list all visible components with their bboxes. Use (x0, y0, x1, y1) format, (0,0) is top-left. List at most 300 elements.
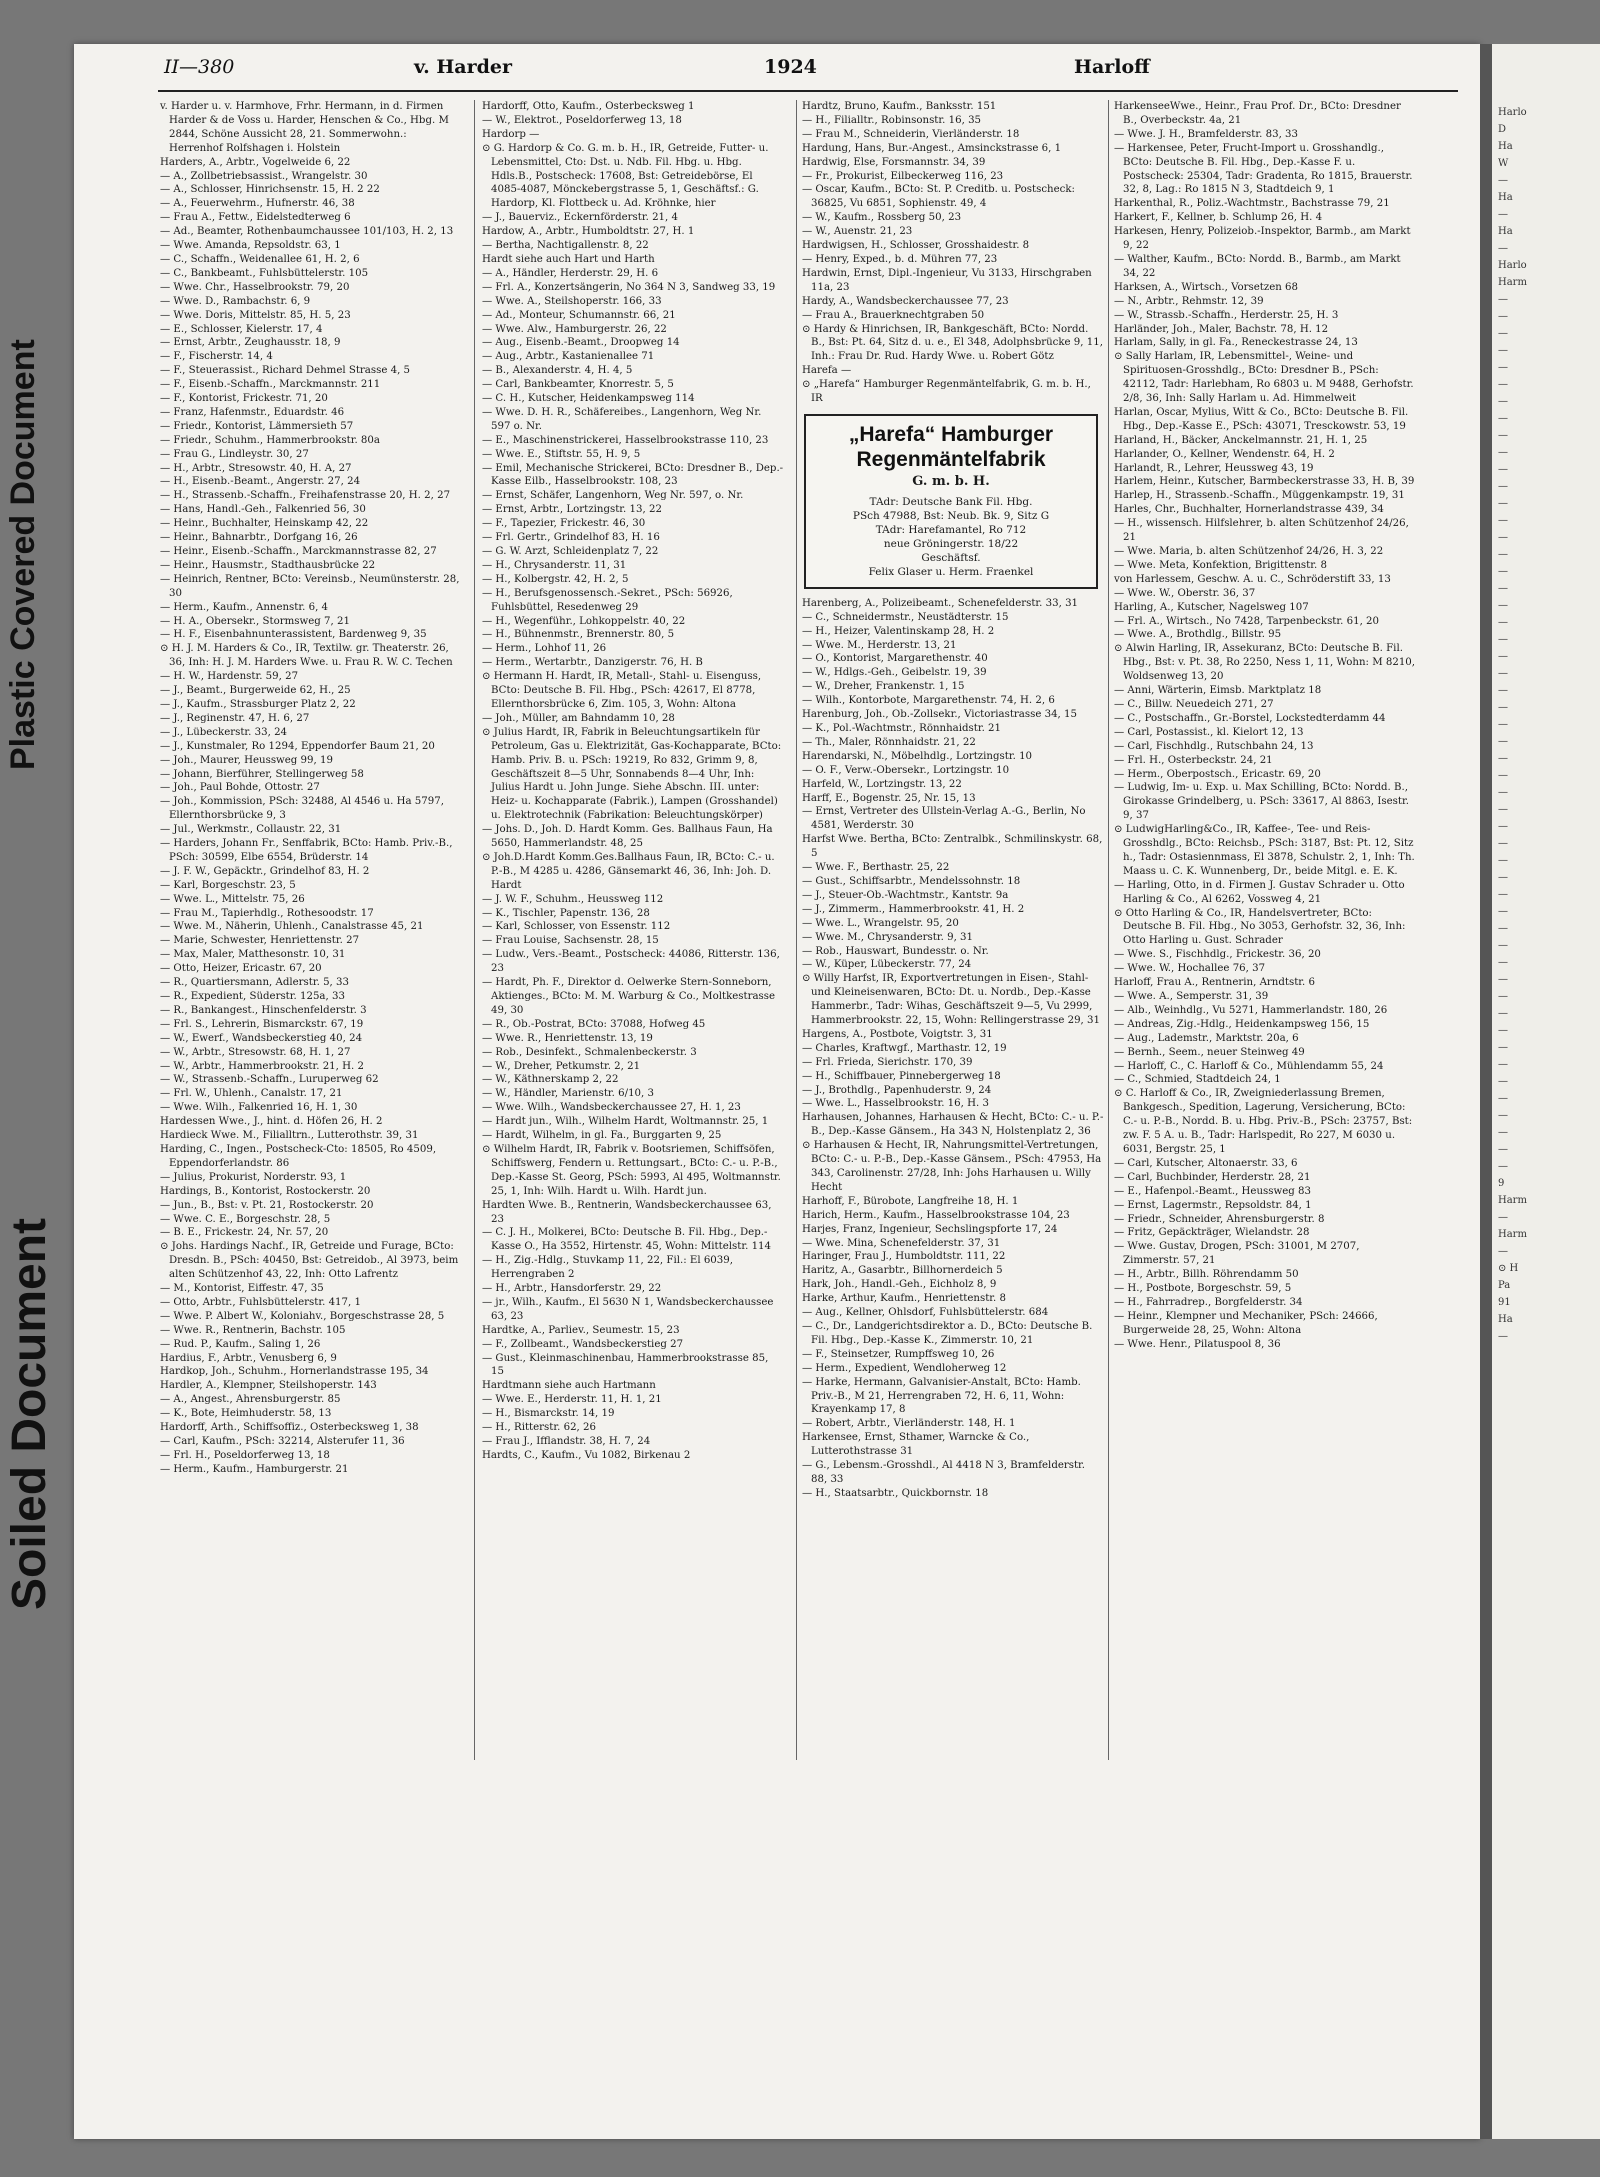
column-divider (796, 100, 797, 1760)
directory-entry: — Max, Maler, Matthesonstr. 10, 31 (160, 949, 346, 961)
directory-entry: — Ludwig, Im- u. Exp. u. Max Schilling, BCto: Nordd. B., Girokasse Grindelberg, u. PSch: 33617, Al 8863, Isestr. 9, 37 (1114, 782, 1409, 822)
directory-entry: — W., Arbtr., Hammerbrookstr. 21, H. 2 (160, 1060, 364, 1072)
next-page-fragment: — (1498, 872, 1508, 883)
directory-entry: — Charles, Kraftwgf., Marthastr. 12, 19 (802, 1042, 1007, 1054)
directory-entry: Haritz, A., Gasarbtr., Billhornerdeich 5 (802, 1265, 1003, 1277)
directory-entry: — W., Dreher, Frankenstr. 1, 15 (802, 681, 965, 693)
directory-entry: — Fritz, Gepäckträger, Wielandstr. 28 (1114, 1227, 1310, 1239)
directory-entry: — Hardt, Wilhelm, in gl. Fa., Burggarten 9, 25 (482, 1130, 722, 1142)
directory-entry: — E., Schlosser, Kielerstr. 17, 4 (160, 323, 323, 335)
next-page-fragment: — (1498, 1110, 1508, 1121)
directory-entry: — Wwe. Henr., Pilatuspool 8, 36 (1114, 1338, 1281, 1350)
directory-entry: ⊙ Wilhelm Hardt, IR, Fabrik v. Bootsriemen, Schiffsöfen, Schiffswerg, Fendern u. Rettungsart., BCto: C.- u. P.-B., Dep.-Kasse St. Georg, PSch: 5993, Al 495, Woltmannstr. 25, 1, Inh: Wilh. Hardt u. Wilh. Hardt jun. (482, 1143, 781, 1197)
directory-entry: — Joh., Müller, am Bahndamm 10, 28 (482, 712, 675, 724)
directory-entry: — C., Billw. Neuedeich 271, 27 (1114, 698, 1274, 710)
directory-entry: Harland, H., Bäcker, Anckelmannstr. 21, H. 1, 25 (1114, 434, 1368, 446)
next-page-fragment: Harm (1498, 277, 1527, 288)
next-page-fragment: — (1498, 719, 1508, 730)
directory-entry: — H., Filialltr., Robinsonstr. 16, 35 (802, 114, 982, 126)
ad-line: neue Gröningerstr. 18/22 (883, 537, 1019, 550)
directory-entry: — Wwe. M., Näherin, Uhlenh., Canalstrasse 45, 21 (160, 921, 424, 933)
next-page-fragment: — (1498, 855, 1508, 866)
directory-entry: — Hardt, Ph. F., Direktor d. Oelwerke Stern-Sonneborn, Aktienges., BCto: M. M. Warburg & Co., Moltkestrasse 49, 30 (482, 977, 776, 1016)
directory-entry: Harlem, Heinr., Kutscher, Barmbeckerstrasse 33, H. B, 39 (1114, 476, 1415, 488)
directory-entry: — Wwe. L., Hasselbrookstr. 16, H. 3 (802, 1098, 989, 1110)
directory-entry: — C., Schneidermstr., Neustädterstr. 15 (802, 611, 1009, 623)
directory-entry: — W., Dreher, Petkumstr. 2, 21 (482, 1060, 641, 1072)
directory-entry: — Ernst, Schäfer, Langenhorn, Weg Nr. 597, o. Nr. (482, 490, 744, 502)
next-page-fragment: Harlo (1498, 260, 1527, 271)
directory-entry: — Wwe. Wilh., Wandsbeckerchaussee 27, H. 1, 23 (482, 1102, 741, 1114)
directory-entry: — Carl, Kutscher, Altonaerstr. 33, 6 (1114, 1157, 1298, 1169)
directory-entry: — Rob., Hauswart, Bundesstr. o. Nr. (802, 945, 989, 957)
next-page-fragment: — (1498, 753, 1508, 764)
directory-entry: — Ernst, Arbtr., Zeughausstr. 18, 9 (160, 337, 341, 349)
directory-entry: — Walther, Kaufm., BCto: Nordd. B., Barmb., am Markt 34, 22 (1114, 253, 1401, 279)
next-page-fragment: — (1498, 379, 1508, 390)
directory-entry: Harkenthal, R., Poliz.-Wachtmstr., Bachstrasse 79, 21 (1114, 198, 1390, 210)
directory-entry: — Franz, Hafenmstr., Eduardstr. 46 (160, 406, 345, 418)
directory-entry: — A., Angest., Ahrensburgerstr. 85 (160, 1394, 341, 1406)
directory-entry: — Frau M., Tapierhdlg., Rothesoodstr. 17 (160, 907, 374, 919)
directory-entry: Harkert, F., Kellner, b. Schlump 26, H. 4 (1114, 212, 1323, 224)
directory-entry: — C., Dr., Landgerichtsdirektor a. D., BCto: Deutsche B. Fil. Hbg., Dep.-Kasse K., Zimmerstr. 10, 21 (802, 1320, 1093, 1346)
directory-entry: — Gust., Kleinmaschinenbau, Hammerbrookstrasse 85, 15 (482, 1352, 769, 1378)
next-page-fragment: — (1498, 1161, 1508, 1172)
directory-entry: — Robert, Arbtr., Vierländerstr. 148, H. 1 (802, 1418, 1016, 1430)
next-page-fragment: — (1498, 685, 1508, 696)
directory-entry: Harlep, H., Strassenb.-Schaffn., Müggenkampstr. 19, 31 (1114, 490, 1405, 502)
directory-entry: Harles, Chr., Buchhalter, Hornerlandstrasse 439, 34 (1114, 504, 1384, 516)
directory-entry: — H. F., Eisenbahnunterassistent, Bardenweg 9, 35 (160, 629, 427, 641)
next-page-fragment: — (1498, 1093, 1508, 1104)
directory-entry: ⊙ G. Hardorp & Co. G. m. b. H., IR, Getreide, Futter- u. Lebensmittel, Cto: Dst. u. Ndb. Fil. Hbg. u. Hbg. Hdls.B., Postscheck: 17608, Bst: Getreidebörse, El 4085-4087, Mönckebergstrasse 5, 1, Geschäftsf.: G. Hardorp, Kl. Flottbeck u. Ad. Kröhnke, hier (482, 142, 769, 210)
directory-entry: Harling, A., Kutscher, Nagelsweg 107 (1114, 601, 1309, 613)
directory-entry: Hardtz, Bruno, Kaufm., Banksstr. 151 (802, 101, 997, 112)
next-page-fragment: — (1498, 991, 1508, 1002)
directory-entry: Harfeld, W., Lortzingstr. 13, 22 (802, 778, 962, 790)
directory-entry: Harkensee, Ernst, Sthamer, Warncke & Co., Lutterothstrasse 31 (802, 1432, 1030, 1458)
directory-entry: ⊙ Joh.D.Hardt Komm.Ges.Ballhaus Faun, IR, BCto: C.- u. P.-B., M 4285 u. 4286, Gänsemarkt 46, 36, Inh: Joh. D. Hardt (482, 851, 775, 891)
directory-entry: ⊙ Harhausen & Hecht, IR, Nahrungsmittel-Vertretungen, BCto: C.- u. P.-B., Dep.-Kasse Gänsem., PSch: 47953, Ha 343, Carolinenstr. 27/28, Inh: Johs Harhausen u. Willy Hecht (802, 1140, 1102, 1193)
directory-entry: — Julius, Prokurist, Norderstr. 93, 1 (160, 1171, 347, 1183)
next-page-fragment: — (1498, 838, 1508, 849)
next-page-fragment: — (1498, 413, 1508, 424)
directory-entry: — Joh., Kommission, PSch: 32488, Al 4546 u. Ha 5797, Ellernthorsbrücke 9, 3 (160, 796, 444, 822)
directory-entry: — W., Strassb.-Schaffn., Herderstr. 25, H. 3 (1114, 309, 1339, 321)
directory-entry: — Harkensee, Peter, Frucht-Import u. Grosshandlg., BCto: Deutsche B. Fil. Hbg., Dep.-Kasse F. u. Postscheck: 25304, Tadr: Gradenta, Ro 1815, Brauerstr. 32, 8, Lag.: Ro 1815 N 3, Stadtdeich 9, 1 (1114, 142, 1413, 196)
directory-entry: — Carl, Fischhdlg., Rutschbahn 24, 13 (1114, 740, 1314, 752)
directory-entry: Hardieck Wwe. M., Filialltrn., Lutterothstr. 39, 31 (160, 1130, 419, 1142)
directory-entry: — Hans, Handl.-Geh., Falkenried 56, 30 (160, 504, 366, 516)
directory-entry: — Frl. A., Wirtsch., No 7428, Tarpenbeckstr. 61, 20 (1114, 615, 1380, 627)
directory-entry: — Wwe. A., Steilshoperstr. 166, 33 (482, 295, 662, 307)
directory-entry: — W., Händler, Marienstr. 6/10, 3 (482, 1088, 654, 1100)
next-page-fragment: Harm (1498, 1229, 1527, 1240)
directory-entry: — A., Feuerwehrm., Hufnerstr. 46, 38 (160, 198, 355, 210)
directory-entry: Harders, A., Arbtr., Vogelweide 6, 22 (160, 156, 351, 168)
directory-entry: — Harloff, C., C. Harloff & Co., Mühlendamm 55, 24 (1114, 1060, 1384, 1072)
directory-entry: Hardy, A., Wandsbeckerchaussee 77, 23 (802, 295, 1009, 307)
directory-entry: — Rud. P., Kaufm., Saling 1, 26 (160, 1338, 321, 1350)
next-page-fragment: — (1498, 906, 1508, 917)
directory-entry: — G., Lebensm.-Grosshdl., Al 4418 N 3, Bramfelderstr. 88, 33 (802, 1460, 1086, 1485)
directory-entry: ⊙ Alwin Harling, IR, Assekuranz, BCto: Deutsche B. Fil. Hbg., Bst: v. Pt. 38, Ro 2250, Ness 1, 11, Wohn: M 8210, Woldsenweg 13, 20 (1114, 643, 1416, 683)
directory-column-4 (1114, 100, 1416, 1352)
next-page-fragment: — (1498, 634, 1508, 645)
ad-line: Felix Glaser u. Herm. Fraenkel (868, 565, 1034, 578)
next-page-fragment: — (1498, 430, 1508, 441)
directory-entry: — Frau J., Ifflandstr. 38, H. 7, 24 (482, 1436, 651, 1447)
directory-entry: Harhoff, F., Bürobote, Langfreihe 18, H. 1 (802, 1195, 1019, 1207)
next-page-fragment: — (1498, 481, 1508, 492)
directory-entry: — Frl. S., Lehrerin, Bismarckstr. 67, 19 (160, 1018, 364, 1030)
directory-entry: — W., Arbtr., Stresowstr. 68, H. 1, 27 (160, 1046, 351, 1058)
directory-entry: — C. H., Kutscher, Heidenkampsweg 114 (482, 393, 695, 405)
directory-entry: — H., Kolbergstr. 42, H. 2, 5 (482, 573, 629, 585)
directory-entry: — J., Bauerviz., Eckernförderstr. 21, 4 (482, 212, 678, 224)
next-page-fragment: — (1498, 583, 1508, 594)
directory-entry: ⊙ Willy Harfst, IR, Exportvertretungen in Eisen-, Stahl- und Kleineisenwaren, BCto: Dt. u. Nordb., Dep.-Kasse Hammerbr., Tadr: Wihas, Geschäftszeit 9—5, Vu 2999, Hammerbrookstr. 22, 15, Wohn: Rellingerstrasse 29, 31 (802, 973, 1100, 1027)
directory-entry: — Wwe. Doris, Mittelstr. 85, H. 5, 23 (160, 309, 351, 321)
page-header (84, 56, 1384, 86)
directory-entry: — W., Ewerf., Wandsbeckerstieg 40, 24 (160, 1032, 363, 1044)
directory-entry: — Friedr., Kontorist, Lämmersieth 57 (160, 420, 354, 432)
directory-entry: — Andreas, Zig.-Hdlg., Heidenkampsweg 156, 15 (1114, 1018, 1370, 1030)
directory-entry: — Wwe. L., Mittelstr. 75, 26 (160, 893, 305, 905)
directory-entry: — C., Schaffn., Weidenallee 61, H. 2, 6 (160, 253, 360, 265)
directory-entry: — Heinr., Bahnarbtr., Dorfgang 16, 26 (160, 532, 358, 544)
header-right-word: Harloff (1074, 56, 1150, 78)
directory-entry: — Otto, Heizer, Ericastr. 67, 20 (160, 963, 322, 975)
directory-entry: — Aug., Kellner, Ohlsdorf, Fuhlsbüttelerstr. 684 (802, 1307, 1049, 1319)
directory-entry: — Wwe. Mina, Schenefelderstr. 37, 31 (802, 1237, 1001, 1249)
directory-entry: — H., Fahrradrep., Borgfelderstr. 34 (1114, 1296, 1303, 1308)
directory-entry: — Harders, Johann Fr., Senffabrik, BCto: Hamb. Priv.-B., PSch: 30599, Elbe 6554, Brüderstr. 14 (160, 838, 453, 863)
next-page-fragment: — (1498, 957, 1508, 968)
directory-entry: — Wwe. D., Rambachstr. 6, 9 (160, 295, 311, 307)
column-divider (1108, 100, 1109, 1760)
directory-entry: — M., Kontorist, Eiffestr. 47, 35 (160, 1283, 324, 1295)
directory-entry: Harhausen, Johannes, Harhausen & Hecht, BCto: C.- u. P.-B., Dep.-Kasse Gänsem., Ha 343 N, Holstenplatz 2, 36 (802, 1112, 1104, 1138)
directory-entry: — Fr., Prokurist, Eilbeckerweg 116, 23 (802, 170, 1004, 182)
directory-entry: — Ernst, Vertreter des Ullstein-Verlag A.-G., Berlin, No 4581, Werderstr. 30 (802, 806, 1086, 832)
side-label-plastic: Plastic Covered Document (4, 339, 42, 770)
directory-entry: — J. F. W., Gepäcktr., Grindelhof 83, H. 2 (160, 865, 370, 877)
directory-entry: Hardessen Wwe., J., hint. d. Höfen 26, H. 2 (160, 1116, 383, 1128)
directory-entry: — Frl. Gertr., Grindelhof 83, H. 16 (482, 532, 660, 544)
directory-entry: Harenberg, A., Polizeibeamt., Schenefelderstr. 33, 31 (802, 597, 1079, 609)
directory-entry: — Frl. H., Osterbeckstr. 24, 21 (1114, 754, 1273, 766)
next-page-fragment: — (1498, 787, 1508, 798)
directory-entry: — J., Zimmerm., Hammerbrookstr. 41, H. 2 (802, 903, 1025, 915)
directory-entry: ⊙ Otto Harling & Co., IR, Handelsvertreter, BCto: Deutsche B. Fil. Hbg., No 3053, Gerhofstr. 32, 36, Inh: Otto Harling u. Gust. Schrader (1114, 907, 1406, 947)
directory-entry: ⊙ Sally Harlam, IR, Lebensmittel-, Weine- und Spirituosen-Grosshdlg., BCto: Dresdner B., PSch: 42112, Tadr: Harlebham, Ro 6803 u. M 9488, Gerhofstr. 2/8, 36, Inh: Sally Harlam u. Ad. Himmelweit (1114, 351, 1414, 405)
directory-entry: — R., Quartiersmann, Adlerstr. 5, 33 (160, 977, 349, 989)
directory-entry: — F., Steinsetzer, Rumpffsweg 10, 26 (802, 1348, 995, 1360)
directory-entry: — Wwe. R., Rentnerin, Bachstr. 105 (160, 1324, 346, 1336)
directory-entry: — Jul., Werkmstr., Collaustr. 22, 31 (160, 824, 342, 836)
directory-entry: — Heinr., Eisenb.-Schaffn., Marckmannstrasse 82, 27 (160, 546, 437, 557)
directory-entry: — J., Steuer-Ob.-Wachtmstr., Kantstr. 9a (802, 889, 1009, 901)
directory-entry: — Wwe. J. H., Bramfelderstr. 83, 33 (1114, 128, 1299, 140)
directory-entry: — Oscar, Kaufm., BCto: St. P. Creditb. u. Postscheck: 36825, Vu 6851, Sophienstr. 49, 4 (802, 184, 1075, 210)
directory-entry: — O. F., Verw.-Obersekr., Lortzingstr. 10 (802, 764, 1010, 776)
next-page-fragment: — (1498, 668, 1508, 679)
directory-entry: — O., Kontorist, Margarethenstr. 40 (802, 653, 988, 665)
directory-entry: Hardwigsen, H., Schlosser, Grosshaidestr. 8 (802, 240, 1030, 252)
next-page-fragment: — (1498, 1212, 1508, 1223)
next-page-fragment: ⊙ H (1498, 1263, 1519, 1274)
directory-entry: Harlan, Oscar, Mylius, Witt & Co., BCto: Deutsche B. Fil. Hbg., Dep.-Kasse E., PSch: 43071, Tresckowstr. 53, 19 (1114, 406, 1409, 432)
directory-entry: — Aug., Eisenb.-Beamt., Droopweg 14 (482, 337, 680, 349)
next-page-fragment: Ha (1498, 141, 1513, 152)
directory-entry: — Wilh., Kontorbote, Margarethenstr. 74, H. 2, 6 (802, 695, 1055, 707)
directory-entry: HarkenseeWwe., Heinr., Frau Prof. Dr., BCto: Dresdner B., Overbeckstr. 4a, 21 (1114, 101, 1401, 126)
directory-entry: — Wwe. Wilh., Falkenried 16, H. 1, 30 (160, 1102, 358, 1114)
next-page-fragment: — (1498, 617, 1508, 628)
directory-entry: — W., Kaufm., Rossberg 50, 23 (802, 212, 962, 224)
directory-entry: — H., Schiffbauer, Pinnebergerweg 18 (802, 1070, 1001, 1082)
ad-line: TAdr: Deutsche Bank Fil. Hbg. (869, 495, 1033, 508)
directory-entry: — B. E., Frickestr. 24, Nr. 57, 20 (160, 1227, 329, 1239)
next-page-fragment: — (1498, 702, 1508, 713)
directory-entry: — H., Wegenführ., Lohkoppelstr. 40, 22 (482, 615, 686, 627)
directory-entry: — J. W. F., Schuhm., Heussweg 112 (482, 893, 664, 905)
directory-entry: — A., Händler, Herderstr. 29, H. 6 (482, 267, 659, 279)
next-page-fragment: Harlo (1498, 107, 1527, 118)
ad-line: Geschäftsf. (921, 551, 981, 564)
directory-entry: — J., Beamt., Burgerweide 62, H., 25 (160, 685, 351, 697)
directory-entry: — Herm., Kaufm., Hamburgerstr. 21 (160, 1463, 349, 1475)
directory-entry: ⊙ „Harefa“ Hamburger Regenmäntelfabrik, G. m. b. H., IR (802, 379, 1091, 405)
column-divider (474, 100, 475, 1760)
next-page-fragment: — (1498, 311, 1508, 322)
directory-entry: — E., Maschinenstrickerei, Hasselbrookstrasse 110, 23 (482, 434, 769, 446)
directory-entry: — F., Steuerassist., Richard Dehmel Strasse 4, 5 (160, 365, 411, 377)
directory-entry: — H., Bühnenmstr., Brennerstr. 80, 5 (482, 629, 675, 641)
directory-entry: Harich, Herm., Kaufm., Hasselbrookstrasse 104, 23 (802, 1209, 1070, 1221)
directory-entry: — Alb., Weinhdlg., Vu 5271, Hammerlandstr. 180, 26 (1114, 1004, 1388, 1016)
directory-entry: — Wwe. P. Albert W., Koloniahv., Borgeschstrasse 28, 5 (160, 1310, 445, 1322)
directory-entry: Hardings, B., Kontorist, Rostockerstr. 20 (160, 1185, 371, 1197)
directory-entry: — J., Reginenstr. 47, H. 6, 27 (160, 712, 310, 724)
directory-entry: — Wwe. Amanda, Repsoldstr. 63, 1 (160, 240, 341, 252)
next-page-fragment: Ha (1498, 1314, 1513, 1325)
directory-entry: ⊙ Johs. Hardings Nachf., IR, Getreide und Furage, BCto: Dresdn. B., PSch: 40450, Bst: Getreidob., Al 3973, beim alten Schützenhof 43, 22, Inh: Otto Lafrentz (160, 1241, 459, 1281)
directory-entry: — H., Arbtr., Hansdorferstr. 29, 22 (482, 1283, 662, 1295)
directory-entry: Haringer, Frau J., Humboldtstr. 111, 22 (802, 1251, 1006, 1263)
directory-entry: — H., wissensch. Hilfslehrer, b. alten Schützenhof 24/26, 21 (1114, 518, 1409, 544)
directory-entry: — jr., Wilh., Kaufm., El 5630 N 1, Wandsbeckerchaussee 63, 23 (482, 1296, 774, 1322)
directory-entry: Hardung, Hans, Bur.-Angest., Amsinckstrasse 6, 1 (802, 142, 1062, 154)
directory-entry: — K., Pol.-Wachtmstr., Rönnhaidstr. 21 (802, 723, 1002, 734)
next-page-fragment: Ha (1498, 226, 1513, 237)
directory-entry: — Heinrich, Rentner, BCto: Vereinsb., Neumünsterstr. 28, 30 (160, 573, 460, 599)
directory-entry: — Wwe. A., Brothdlg., Billstr. 95 (1114, 629, 1282, 641)
next-page-fragment: — (1498, 328, 1508, 339)
next-page-fragment: — (1498, 175, 1508, 186)
directory-entry: Harlander, O., Kellner, Wendenstr. 64, H. 2 (1114, 448, 1335, 460)
ad-line: PSch 47988, Bst: Neub. Bk. 9, Sitz G (852, 509, 1050, 522)
directory-entry: — Jun., B., Bst: v. Pt. 21, Rostockerstr. 20 (160, 1199, 374, 1211)
next-page-fragment: — (1498, 1059, 1508, 1070)
directory-entry: — Joh., Paul Bohde, Ottostr. 27 (160, 782, 320, 794)
directory-entry: — Wwe. M., Chrysanderstr. 9, 31 (802, 931, 974, 943)
next-page-fragment: — (1498, 1331, 1508, 1342)
harefa-advertisement (804, 414, 1098, 589)
directory-entry: Harländer, Joh., Maler, Bachstr. 78, H. 12 (1114, 323, 1329, 335)
directory-entry: — H., Zig.-Hdlg., Stuvkamp 11, 22, Fil.: El 6039, Herrengraben 2 (482, 1255, 733, 1281)
directory-entry: — Aug., Arbtr., Kastanienallee 71 (482, 351, 655, 363)
directory-entry: — Friedr., Schuhm., Hammerbrookstr. 80a (160, 434, 380, 446)
directory-entry: Harlam, Sally, in gl. Fa., Reneckestrasse 24, 13 (1114, 337, 1358, 349)
directory-entry: — Wwe. L., Wrangelstr. 95, 20 (802, 917, 959, 929)
directory-entry: — Rob., Desinfekt., Schmalenbeckerstr. 3 (482, 1046, 697, 1058)
next-page-fragment: — (1498, 566, 1508, 577)
directory-entry: — A., Schlosser, Hinrichsenstr. 15, H. 2 22 (160, 184, 380, 196)
next-page-fragment: — (1498, 345, 1508, 356)
directory-entry: — Wwe. C. E., Borgeschstr. 28, 5 (160, 1213, 331, 1225)
directory-entry: — Herm., Wertarbtr., Danzigerstr. 76, H. B (482, 657, 703, 669)
next-page-fragment: — (1498, 1144, 1508, 1155)
directory-entry: Hardorff, Otto, Kaufm., Osterbecksweg 1 (482, 101, 695, 112)
ad-title-line: „Harefa“ Hamburger (848, 422, 1054, 446)
directory-entry: — E., Hafenpol.-Beamt., Heussweg 83 (1114, 1185, 1311, 1197)
ad-line: TAdr: Harefamantel, Ro 712 (875, 523, 1027, 536)
directory-entry: — H., Postbote, Borgeschstr. 59, 5 (1114, 1283, 1292, 1295)
directory-entry: Hardwin, Ernst, Dipl.-Ingenieur, Vu 3133, Hirschgraben 11a, 23 (802, 267, 1092, 293)
directory-entry: — Joh., Maurer, Heussweg 99, 19 (160, 754, 333, 766)
directory-entry: — Otto, Arbtr., Fuhlsbüttelerstr. 417, 1 (160, 1296, 361, 1308)
directory-entry: — W., Hdlgs.-Geh., Geibelstr. 19, 39 (802, 667, 987, 679)
directory-entry: — W., Auenstr. 21, 23 (802, 226, 913, 238)
next-page-sheet (1492, 44, 1600, 2139)
directory-entry: Harksen, A., Wirtsch., Vorsetzen 68 (1114, 281, 1299, 293)
directory-entry: — Bernh., Seem., neuer Steinweg 49 (1114, 1046, 1305, 1058)
directory-entry: — Frau A., Brauerknechtgraben 50 (802, 309, 985, 321)
directory-entry: — Ernst, Lagermstr., Repsoldstr. 84, 1 (1114, 1199, 1312, 1211)
side-label-soiled: Soiled Document (3, 1217, 56, 1610)
directory-entry: — Wwe. Alw., Hamburgerstr. 26, 22 (482, 323, 667, 335)
directory-entry: — F., Kontorist, Frickestr. 71, 20 (160, 393, 328, 405)
directory-entry: ⊙ LudwigHarling&Co., IR, Kaffee-, Tee- und Reis-Grosshdlg., BCto: Reichsb., PSch: 3187, Bst: Pt. 12, Sitz h., Tadr: Ostasiennmass, El 3878, Schulstr. 2, 1, Inh: Th. Maass u. C. K. Wunnenberg, Dr., beide Mitgl. e. E. K. (1114, 824, 1415, 877)
directory-entry: — Heinr., Hausmstr., Stadthausbrücke 22 (160, 559, 376, 571)
directory-entry: Hardt siehe auch Hart und Harth (482, 253, 655, 265)
next-page-fragment: — (1498, 1042, 1508, 1053)
directory-entry: Hardius, F., Arbtr., Venusberg 6, 9 (160, 1352, 337, 1364)
directory-entry: — Emil, Mechanische Strickerei, BCto: Dresdner B., Dep.-Kasse Eilb., Hasselbrookstr. 108, 23 (482, 462, 784, 488)
next-page-fragment: — (1498, 736, 1508, 747)
directory-entry: — Herm., Expedient, Wendloherweg 12 (802, 1362, 1007, 1374)
directory-entry: — Friedr., Schneider, Ahrensburgerstr. 8 (1114, 1213, 1325, 1225)
next-page-fragment: — (1498, 651, 1508, 662)
directory-entry: Hardorp — (482, 128, 540, 140)
next-page-fragment: Harm (1498, 1195, 1527, 1206)
next-page-fragment: — (1498, 1127, 1508, 1138)
directory-entry: von Harlessem, Geschw. A. u. C., Schröderstift 33, 13 (1114, 573, 1391, 585)
directory-entry: — Carl, Kaufm., PSch: 32214, Alsterufer 11, 36 (160, 1436, 405, 1447)
directory-entry: — W., Strassenb.-Schaffn., Luruperweg 62 (160, 1074, 379, 1086)
directory-entry: — Wwe. Gustav, Drogen, PSch: 31001, M 2707, Zimmerstr. 57, 21 (1114, 1241, 1360, 1267)
directory-entry: — H. W., Hardenstr. 59, 27 (160, 671, 299, 683)
next-page-fragment: — (1498, 1025, 1508, 1036)
directory-entry: — C., Schmied, Stadtdeich 24, 1 (1114, 1074, 1281, 1086)
directory-entry: — J., Brothdlg., Papenhuderstr. 9, 24 (802, 1084, 992, 1096)
side-label-bar (0, 190, 74, 2090)
directory-entry: — J., Kunstmaler, Ro 1294, Eppendorfer Baum 21, 20 (160, 740, 435, 752)
directory-entry: Harefa — (802, 365, 852, 377)
directory-entry: — Ad., Monteur, Schumannstr. 66, 21 (482, 309, 676, 321)
directory-entry: — H., Strassenb.-Schaffn., Freihafenstrasse 20, H. 2, 27 (160, 490, 451, 502)
next-page-fragment: D (1498, 124, 1507, 135)
directory-entry: — K., Tischler, Papenstr. 136, 28 (482, 907, 650, 919)
next-page-fragment: — (1498, 294, 1508, 305)
next-page-fragment: — (1498, 923, 1508, 934)
directory-entry: Hardow, A., Arbtr., Humboldtstr. 27, H. 1 (482, 226, 695, 238)
directory-column-2 (482, 100, 784, 1463)
directory-entry: — Ernst, Arbtr., Lortzingstr. 13, 22 (482, 504, 662, 516)
directory-entry: ⊙ H. J. M. Harders & Co., IR, Textilw. gr. Theaterstr. 26, 36, Inh: H. J. M. Harders Wwe. u. Frau R. W. C. Techen (160, 643, 453, 669)
directory-entry: — Gust., Schiffsarbtr., Mendelssohnstr. 18 (802, 875, 1021, 887)
next-page-fragment: Pa (1498, 1280, 1511, 1291)
next-page-fragment: — (1498, 889, 1508, 900)
page-number: II—380 (164, 56, 235, 78)
directory-entry: Harding, C., Ingen., Postscheck-Cto: 18505, Ro 4509, Eppendorferlandstr. 86 (160, 1143, 437, 1169)
directory-entry: — J., Kaufm., Strassburger Platz 2, 22 (160, 698, 356, 710)
directory-entry: — H., Eisenb.-Beamt., Angerstr. 27, 24 (160, 476, 361, 488)
directory-entry: Hardten Wwe. B., Rentnerin, Wandsbeckerchaussee 63, 23 (482, 1199, 772, 1225)
directory-entry: — G. W. Arzt, Schleidenplatz 7, 22 (482, 546, 659, 557)
directory-entry: — Wwe. S., Fischhdlg., Frickestr. 36, 20 (1114, 949, 1321, 961)
directory-entry: — R., Bankangest., Hinschenfelderstr. 3 (160, 1004, 367, 1016)
directory-entry: — Karl, Borgeschstr. 23, 5 (160, 879, 296, 891)
directory-entry: — W., Käthnerskamp 2, 22 (482, 1074, 619, 1086)
directory-entry: Hark, Joh., Handl.-Geh., Eichholz 8, 9 (802, 1279, 997, 1291)
ad-subtitle: G. m. b. H. (912, 473, 990, 489)
directory-entry: — Aug., Lademstr., Marktstr. 20a, 6 (1114, 1032, 1299, 1044)
directory-entry: Harff, E., Bogenstr. 25, Nr. 15, 13 (802, 792, 976, 804)
next-page-fragment: Ha (1498, 192, 1513, 203)
directory-entry: Harloff, Frau A., Rentnerin, Arndtstr. 6 (1114, 977, 1315, 989)
directory-entry: — H., Staatsarbtr., Quickbornstr. 18 (802, 1487, 989, 1499)
directory-entry: Harjes, Franz, Ingenieur, Sechslingspforte 17, 24 (802, 1223, 1058, 1235)
next-page-fragment: — (1498, 464, 1508, 475)
directory-entry: — Wwe. D. H. R., Schäfereibes., Langenhorn, Weg Nr. 597 o. Nr. (482, 406, 762, 432)
next-page-fragment: 9 (1498, 1178, 1505, 1189)
directory-entry: Hardtke, A., Parliev., Seumestr. 15, 23 (482, 1324, 680, 1336)
next-page-fragment: — (1498, 1246, 1508, 1257)
directory-entry: — Carl, Postassist., kl. Kielort 12, 13 (1114, 726, 1304, 738)
directory-column-1 (160, 100, 462, 1477)
next-page-fragment: — (1498, 515, 1508, 526)
next-page-fragment: — (1498, 940, 1508, 951)
directory-entry: — Wwe. F., Berthastr. 25, 22 (802, 862, 950, 874)
directory-entry: — J., Lübeckerstr. 33, 24 (160, 726, 288, 738)
directory-entry: v. Harder u. v. Harmhove, Frhr. Hermann, in d. Firmen Harder & de Voss u. Harder, Henschen & Co., Hbg. M 2844, Schöne Aussicht 28, 21. Sommerwohn.: Herrenhof Rolfshagen i. Holstein (160, 101, 449, 154)
next-page-fragment: — (1498, 804, 1508, 815)
directory-entry: Hargens, A., Postbote, Voigtstr. 3, 31 (802, 1028, 993, 1040)
next-page-fragment: — (1498, 396, 1508, 407)
directory-entry: — N., Arbtr., Rehmstr. 12, 39 (1114, 295, 1264, 307)
directory-entry: — Wwe. Meta, Konfektion, Brigittenstr. 8 (1114, 559, 1327, 571)
directory-entry: — Wwe. W., Oberstr. 36, 37 (1114, 587, 1256, 599)
directory-entry: — C., Postschaffn., Gr.-Borstel, Lockstedterdamm 44 (1114, 712, 1386, 724)
directory-entry: Hardwig, Else, Forsmannstr. 34, 39 (802, 156, 986, 168)
directory-entry: — Frl. W., Uhlenh., Canalstr. 17, 21 (160, 1088, 343, 1100)
directory-entry: — R., Expedient, Süderstr. 125a, 33 (160, 991, 345, 1002)
directory-entry: — Wwe. R., Henriettenstr. 13, 19 (482, 1032, 653, 1044)
